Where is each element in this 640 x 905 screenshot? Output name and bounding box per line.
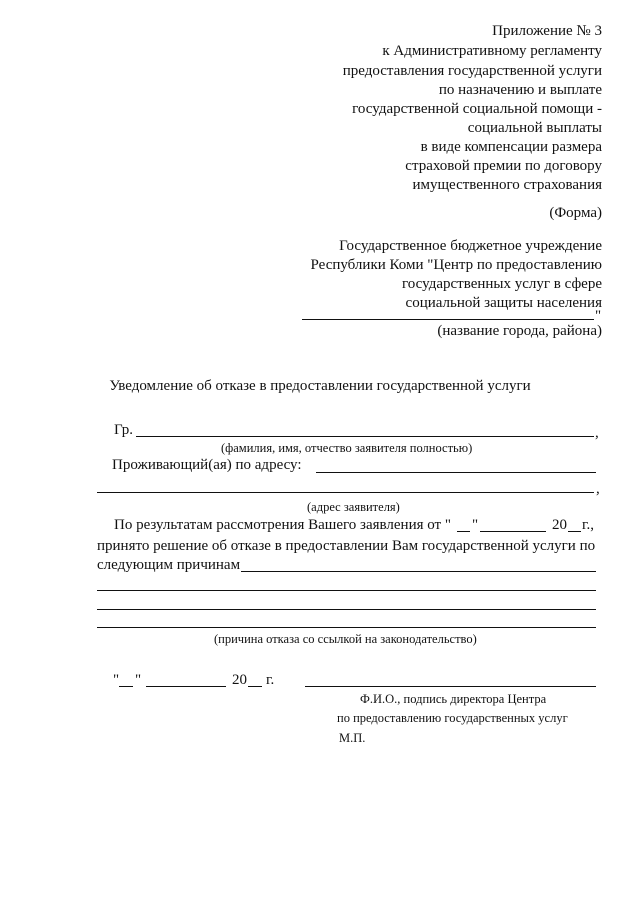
city-blank-line [302,319,594,320]
citizen-caption: (фамилия, имя, отчество заявителя полностью) [221,441,473,455]
day-blank-line [457,531,470,532]
year-blank-line [568,531,581,532]
reason-caption: (причина отказа со ссылкой на законодательство) [214,632,477,646]
decision-line-1-end: г., [582,517,594,533]
signature-year-line [248,686,262,687]
signature-caption-2: по предоставлению государственных услуг [337,711,568,725]
reason-line-4 [97,627,596,628]
decision-line-3: следующим причинам [97,557,241,573]
appendix-line: предоставления государственной услуги [342,63,602,79]
signature-line [305,686,596,687]
form-label: (Форма) [549,205,602,221]
signature-day-line [119,686,133,687]
address-label: Проживающий(ая) по адресу: [112,457,302,473]
decision-quote-close: " [472,517,479,533]
city-quote-mark: " [595,308,602,324]
signature-quote-open: " [113,672,120,688]
appendix-line: в виде компенсации размера [420,139,602,155]
appendix-line: государственной социальной помощи - [352,101,602,117]
citizen-comma: , [595,425,599,441]
appendix-line: социальной выплаты [467,120,602,136]
stamp-label: М.П. [339,731,366,745]
decision-line-2: принято решение об отказе в предоставлении Вам государственной услуги по [97,538,596,554]
month-blank-line [480,531,546,532]
signature-caption-1: Ф.И.О., подпись директора Центра [360,692,547,706]
decision-line-1-start: По результатам рассмотрения Вашего заявления от " [114,517,451,533]
institution-line: социальной защиты населения [405,295,602,311]
appendix-line: Приложение № 3 [492,23,602,39]
signature-year: 20 [232,672,247,688]
notice-title: Уведомление об отказе в предоставлении государственной услуги [109,378,531,394]
address-line-2 [97,492,594,493]
address-comma: , [596,481,600,497]
appendix-line: страховой премии по договору [405,158,602,174]
appendix-line: к Административному регламенту [382,43,602,59]
reason-line-1 [241,571,596,572]
address-line-1 [316,472,596,473]
signature-year-suffix: г. [266,672,275,688]
appendix-line: имущественного страхования [412,177,602,193]
institution-line: Республики Коми "Центр по предоставлению [310,257,602,273]
reason-line-3 [97,609,596,610]
address-caption: (адрес заявителя) [307,500,400,514]
decision-year: 20 [552,517,567,533]
appendix-line: по назначению и выплате [438,82,602,98]
institution-line: государственных услуг в сфере [402,276,602,292]
signature-month-line [146,686,226,687]
city-caption: (название города, района) [437,323,602,339]
institution-line: Государственное бюджетное учреждение [339,238,602,254]
signature-quote-close: " [135,672,142,688]
reason-line-2 [97,590,596,591]
citizen-name-line [136,436,594,437]
citizen-prefix: Гр. [114,422,133,438]
